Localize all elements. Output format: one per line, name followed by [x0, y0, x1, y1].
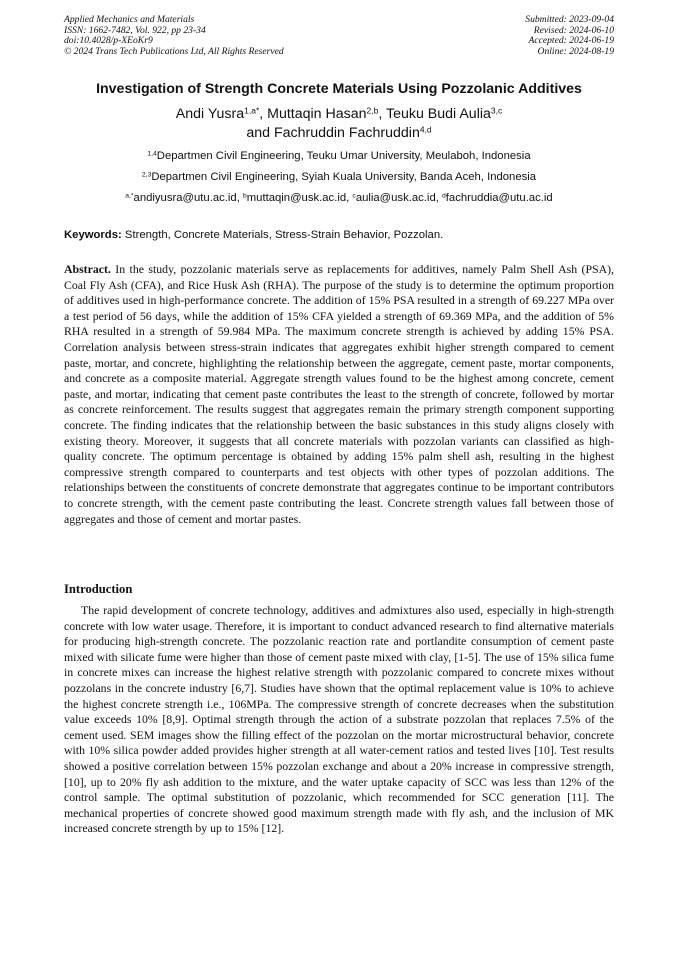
accepted-date: Accepted: 2024-06-19 [528, 35, 614, 47]
doi: doi:10.4028/p-XEoKr9 [64, 35, 153, 47]
email-link[interactable]: fachruddia@utu.ac.id [445, 192, 553, 204]
affiliation-1 [40, 150, 638, 162]
email-marker: d [442, 192, 446, 200]
email-marker: a,* [125, 192, 134, 200]
affiliation-text: Departmen Civil Engineering, Teuku Umar University, Meulaboh, Indonesia [156, 150, 531, 162]
email-marker: c [352, 192, 356, 200]
keywords-label: Keywords: [64, 229, 122, 241]
author-line-1: Andi Yusra$^{1,a*}$, Muttaqin Hasan$^{2,b}$, Teuku Budi Aulia$^{3,c}$ [175, 105, 503, 122]
revised-date: Revised: 2024-06-10 [533, 24, 614, 36]
author-name: Muttaqin Hasan [267, 106, 367, 122]
author-name: Teuku Budi Aulia [385, 106, 491, 122]
submission-dates [525, 15, 614, 57]
author-affil-marker: 4,d [419, 124, 432, 135]
author-conjunction: and [246, 125, 270, 141]
paper-title: Investigation of Strength Concrete Materials Using Pozzolanic Additives [96, 81, 582, 97]
abstract-label: Abstract. [64, 262, 111, 276]
abstract [64, 262, 614, 527]
affiliation-text: Departmen Civil Engineering, Syiah Kuala University, Banda Aceh, Indonesia [151, 171, 537, 183]
author-line-2 [40, 124, 638, 143]
email-link[interactable]: andiyusra@utu.ac.id [133, 192, 237, 204]
submitted-date: Submitted: 2023-09-04 [525, 14, 614, 25]
email-marker: b [242, 192, 247, 200]
author-affil-marker: 2,b [366, 105, 379, 116]
affiliation-2 [40, 171, 638, 183]
issn-volume: ISSN: 1662-7482, Vol. 922, pp 23-34 [64, 24, 206, 36]
affiliation-marker: 2,3 [141, 171, 152, 179]
introduction-paragraph: The rapid development of concrete technology, additives and admixtures also used, especially in high-strength concrete with low water usage. Therefore, it is important to conduct advanced research to find alternative materials for producing high-strength concrete. The pozzolanic reaction rate and portlandite consumption of cement paste mixed with silicate fume were higher than those of cement paste mixed with clay, [1-5]. The use of 15% silica fume in concrete mixes can increase the highest relative strength with pozzolanic compared to concrete mixes without pozzolans in the concrete industry [6,7]. Studies have shown that the optimal replacement value is 10% to achieve the highest concrete strength i.e., 106MPa. The compressive strength of concrete decreases when the substitution value exceeds 10% [8,9]. Optimal strength through the action of a substrate pozzolan that replaces 7.5% of the cement used. SEM images show the filling effect of the pozzolan on the mortar microstructural behavior, concrete with 10% silica powder added provides higher strength at all water-cement ratios and tested lives [10]. Test results showed a positive correlation between 15% pozzolan exchange and about a 20% increase in compressive strength, [10], up to 20% fly ash addition to the mixture, and the water uptake capacity of SCC was less than 12% of the control sample. The optimal substitution of pozzolanic, which recommended for SCC generation [11]. The mechanical properties of concrete showed good maximum strength made with fly ash, and the inclusion of MK increased concrete strength by up to 15% [12]. [64, 603, 614, 836]
author-list [40, 105, 638, 143]
author-name: Fachruddin Fachruddin [273, 125, 420, 141]
journal-info [64, 15, 284, 57]
journal-name: Applied Mechanics and Materials [64, 14, 195, 25]
abstract-text: In the study, pozzolanic materials serve as replacements for additives, namely Palm Shell Ash (PSA), Coal Fly Ash (CFA), and Rice Husk Ash (RHA). The purpose of the study is to determine the optimum proportion of additives used in high-performance concrete. The addition of 15% PSA resulted in a strength of 69.227 MPa over a test period of 56 days, while the addition of 15% CFA yielded a strength of 69.369 MPa, and the addition of 5% RHA resulted in a strength of 59.984 MPa. The maximum concrete strength is achieved by adding 15% PSA. Correlation analysis between stress-strain indicates that aggregates exhibit higher strength compared to cement paste, mortar, and concrete, highlighting the relationship between the aggregate, cement paste, mortar components, and concrete as a composite material. Aggregate strength values found to be the highest among concrete, cement paste, and mortar, indicating that cement paste contributes the least to the strength of concrete, followed by mortar as concrete reinforcement. The results suggest that aggregates remain the primary strength component supporting concrete. The finding indicates that the relationship between the basic substances in this study aligns closely with existing theory. Moreover, it suggests that all concrete materials with pozzolan variants can classified as high-quality concrete. The optimum percentage is obtained by adding 15% palm shell ash, resulting in the highest compressive strength compared to counterparts and test objects with other types of pozzolan additions. The relationships between the constituents of concrete demonstrate that aggregates continue to be important contributors to concrete strength, with the cement paste contributing the least. Concrete strength values fall between those of aggregates and those of cement and mortar pastes. [64, 262, 614, 526]
online-date: Online: 2024-08-19 [537, 45, 614, 57]
affiliation-marker: 1,4 [147, 150, 157, 158]
author-affil-marker: 3,c [490, 105, 503, 116]
author-affil-marker: 1,a* [244, 105, 260, 116]
email-list: $^{a,*}$andiyusra@utu.ac.id, $^b$muttaqin@usk.ac.id, $^c$aulia@usk.ac.id, $^d$fachruddia@utu.ac.id [125, 192, 553, 204]
introduction-heading: Introduction [64, 582, 133, 596]
email-link[interactable]: muttaqin@usk.ac.id [246, 192, 347, 204]
keywords-text: Strength, Concrete Materials, Stress-Strain Behavior, Pozzolan. [124, 229, 444, 241]
copyright: © 2024 Trans Tech Publications Ltd, All Rights Reserved [64, 45, 284, 57]
email-link[interactable]: aulia@usk.ac.id [355, 192, 436, 204]
keywords [64, 229, 624, 241]
author-name: Andi Yusra [175, 106, 245, 122]
